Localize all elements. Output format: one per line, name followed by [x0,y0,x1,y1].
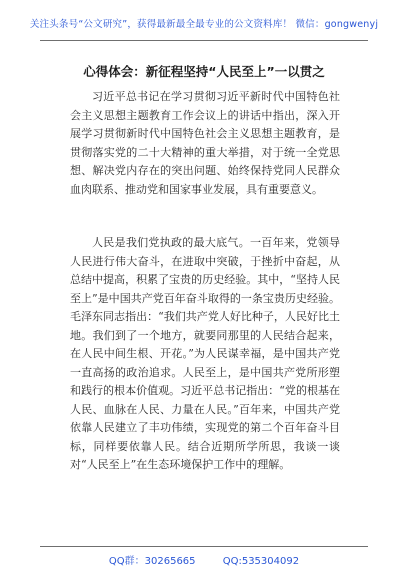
header-note: 关注头条号“公文研究”，获得最新最全最专业的公文资料库！ 微信：gongwenyj [29,19,379,30]
footer [0,552,408,567]
header-divider [40,40,368,41]
paragraph-1: 习近平总书记在学习贯彻习近平新时代中国特色社会主义思想主题教育工作会议上的讲话中指出，深入开展学习贯彻新时代中国特色社会主义思想主题教育，是贯彻落实党的二十大精神的重大举措，对于统一全党思想、解决党内存在的突出问题、始终保持党同人民群众血肉联系、推动党和国家事业发展，具有重要意义。 [70,90,340,196]
document-title: 心得体会：新征程坚持“人民至上”一以贯之 [83,64,325,79]
footer-divider [40,546,368,547]
paragraph-2: 人民是我们党执政的最大底气。一百年来，党领导人民进行伟大奋斗，在进取中突破，于挫折中奋起，从总结中提高，积累了宝贵的历史经验。其中，“坚持人民至上”是中国共产党百年奋斗取得的一条宝贵历史经验。毛泽东同志指出：“我们共产党人好比种子，人民好比土地。我们到了一个地方，就要同那里的人民结合起来，在人民中间生根、开花。”为人民谋幸福，是中国共产党一直高扬的政治追求。人民至上，是中国共产党所形塑和践行的根本价值观。习近平总书记指出：“党的根基在人民、血脉在人民、力量在人民。”百年来，中国共产党依靠人民建立了丰功伟绩，实现党的第二个百年奋斗目标，同样要依靠人民。结合近期所学所思，我谈一谈对“人民至上”在生态环境保护工作中的理解。 [70,236,340,471]
footer-qq-group: QQ群：30265665 [108,556,196,567]
footer-qq: QQ:535304092 [222,556,300,567]
